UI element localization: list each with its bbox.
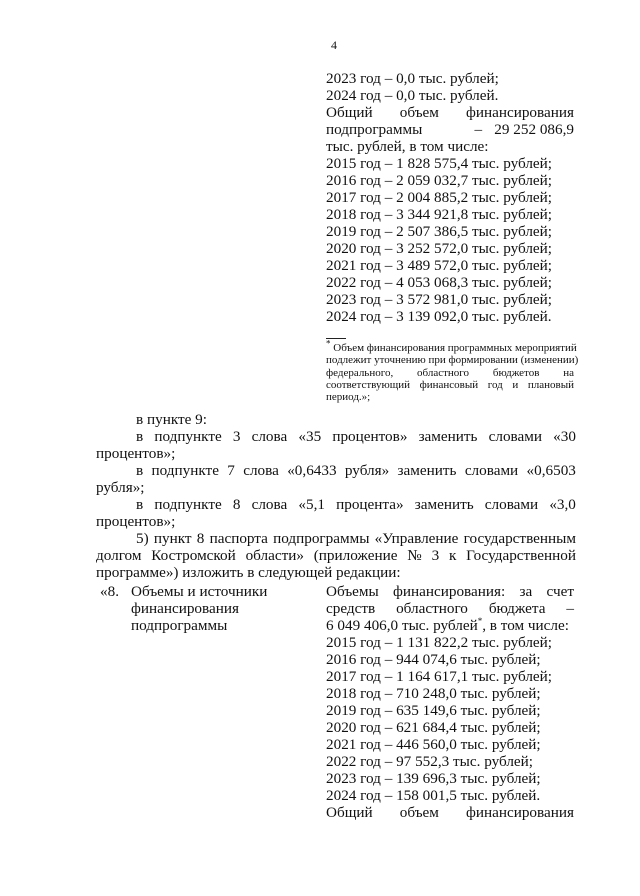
total-line-3: тыс. рублей, в том числе:: [326, 138, 489, 155]
word: словами: [488, 428, 542, 445]
word: «30: [553, 428, 576, 445]
year-item: 2021 год – 446 560,0 тыс. рублей;: [326, 736, 541, 753]
year-item: 2018 год – 3 344 921,8 тыс. рублей;: [326, 206, 553, 223]
word: –: [474, 121, 483, 138]
word: №: [407, 547, 422, 564]
word: подпрограммы: [273, 530, 370, 547]
word: слова: [243, 462, 279, 479]
year-item: 2020 год – 3 252 572,0 тыс. рублей;: [326, 240, 553, 257]
word: бюджетов: [492, 367, 540, 379]
word: процента»: [336, 496, 404, 513]
word: (приложение: [313, 547, 398, 564]
word: год: [487, 379, 503, 391]
word: средств: [326, 600, 376, 617]
word: словами: [484, 496, 539, 513]
table-label: финансирования: [131, 600, 239, 617]
clause9-sub3-cont: процентов»;: [96, 445, 176, 462]
word: объем: [399, 104, 439, 121]
word: пункт: [153, 530, 192, 547]
year-item: 2024 год – 158 001,5 тыс. рублей.: [326, 787, 541, 804]
table-label: подпрограммы: [131, 617, 228, 634]
word: Общий: [326, 804, 373, 821]
footnote-mark: *: [477, 615, 483, 626]
word: финансирования:: [393, 583, 506, 600]
total-line-2: [326, 121, 574, 138]
word: областного: [417, 367, 470, 379]
clause9-sub8-cont: процентов»;: [96, 513, 176, 530]
word: к: [448, 547, 457, 564]
list-item: 2024 год – 0,0 тыс. рублей.: [326, 87, 499, 104]
word: заменить: [414, 496, 474, 513]
table-item-number: «8.: [100, 583, 119, 600]
word: в: [136, 428, 144, 445]
list-item: 2023 год – 0,0 тыс. рублей;: [326, 70, 499, 87]
word: 8: [196, 530, 205, 547]
year-item: 2023 год – 3 572 981,0 тыс. рублей;: [326, 291, 553, 308]
word: в: [136, 462, 144, 479]
word: подпункте: [154, 496, 222, 513]
word: 29 252 086,9: [494, 121, 574, 138]
clause5-line-3: программе») изложить в следующей редакции:: [96, 564, 401, 581]
word: плановый: [527, 379, 574, 391]
year-item: 2022 год – 97 552,3 тыс. рублей;: [326, 753, 534, 770]
word: слова: [251, 496, 288, 513]
word: области»: [245, 547, 304, 564]
word: слова: [251, 428, 288, 445]
word: в: [136, 496, 144, 513]
page-number: 4: [331, 38, 337, 52]
table-value-line-2: [326, 600, 574, 617]
year-item: 2019 год – 2 507 386,5 тыс. рублей;: [326, 223, 553, 240]
word: Объемы: [326, 583, 379, 600]
word: счет: [546, 583, 574, 600]
year-item: 2016 год – 2 059 032,7 тыс. рублей;: [326, 172, 553, 189]
table-label: Объемы и источники: [131, 583, 268, 600]
word: «0,6433: [287, 462, 337, 479]
footnote-line-1: [326, 338, 577, 355]
total-line-1: [326, 104, 574, 121]
year-item: 2018 год – 710 248,0 тыс. рублей;: [326, 685, 541, 702]
clause5-line-1: [136, 530, 576, 547]
clause9-intro: в пункте 9:: [136, 411, 207, 428]
amount: 6 049 406,0 тыс. рублей: [326, 617, 478, 634]
table-last-line: [326, 804, 574, 821]
year-item: 2024 год – 3 139 092,0 тыс. рублей.: [326, 308, 552, 325]
word: федерального,: [326, 367, 394, 379]
word: Государственной: [466, 547, 576, 564]
word: 3: [232, 428, 241, 445]
year-item: 2016 год – 944 074,6 тыс. рублей;: [326, 651, 541, 668]
word: и: [512, 379, 519, 391]
word: на: [563, 367, 574, 379]
word: Общий: [326, 104, 373, 121]
word: паспорта: [209, 530, 268, 547]
footnote-text: Объем финансирования программных мероприятий: [333, 342, 577, 354]
word: словами: [464, 462, 519, 479]
word: финансовый: [419, 379, 479, 391]
word: 7: [227, 462, 235, 479]
clause9-sub8: [136, 496, 576, 513]
clause9-sub7: [136, 462, 576, 479]
footnote-line-5: период.»;: [326, 391, 371, 403]
footnote-line-3: [326, 367, 574, 380]
word: подпрограммы: [326, 121, 423, 138]
word: 5): [136, 530, 149, 547]
year-item: 2015 год – 1 131 822,2 тыс. рублей;: [326, 634, 553, 651]
footnote-line-2: подлежит уточнению при формировании (изменении): [326, 354, 579, 366]
word: 8: [232, 496, 241, 513]
year-item: 2020 год – 621 684,4 тыс. рублей;: [326, 719, 541, 736]
word: объем: [399, 804, 439, 821]
word: соответствующий: [326, 379, 410, 391]
word: финансирования: [466, 804, 574, 821]
word: Костромской: [151, 547, 236, 564]
year-item: 2023 год – 139 696,3 тыс. рублей;: [326, 770, 541, 787]
clause5-line-2: [96, 547, 576, 564]
word: заменить: [418, 428, 478, 445]
word: «0,6503: [526, 462, 576, 479]
table-value-line-1: [326, 583, 574, 600]
word: финансирования: [466, 104, 574, 121]
year-item: 2017 год – 1 164 617,1 тыс. рублей;: [326, 668, 553, 685]
word: «3,0: [549, 496, 576, 513]
footnote-line-4: [326, 379, 574, 392]
word: –: [566, 600, 574, 617]
table-value-line-3: [326, 617, 569, 634]
word: областного: [396, 600, 468, 617]
word: «Управление: [374, 530, 459, 547]
word: подпункте: [154, 428, 222, 445]
word: процентов»: [332, 428, 408, 445]
clause9-sub7-cont: рубля»;: [96, 479, 145, 496]
word: за: [519, 583, 533, 600]
year-item: 2017 год – 2 004 885,2 тыс. рублей;: [326, 189, 553, 206]
word: бюджета: [488, 600, 546, 617]
year-item: 2022 год – 4 053 068,3 тыс. рублей;: [326, 274, 553, 291]
clause9-sub3: [136, 428, 576, 445]
word: 3: [431, 547, 440, 564]
word: подпункте: [151, 462, 219, 479]
year-item: 2015 год – 1 828 575,4 тыс. рублей;: [326, 155, 553, 172]
year-item: 2021 год – 3 489 572,0 тыс. рублей;: [326, 257, 553, 274]
year-item: 2019 год – 635 149,6 тыс. рублей;: [326, 702, 541, 719]
tail: , в том числе:: [482, 617, 569, 634]
word: государственным: [463, 530, 576, 547]
word: «35: [298, 428, 322, 445]
word: рубля»: [344, 462, 390, 479]
footnote-mark: *: [326, 338, 331, 349]
word: долгом: [96, 547, 142, 564]
word: «5,1: [298, 496, 325, 513]
word: заменить: [397, 462, 457, 479]
